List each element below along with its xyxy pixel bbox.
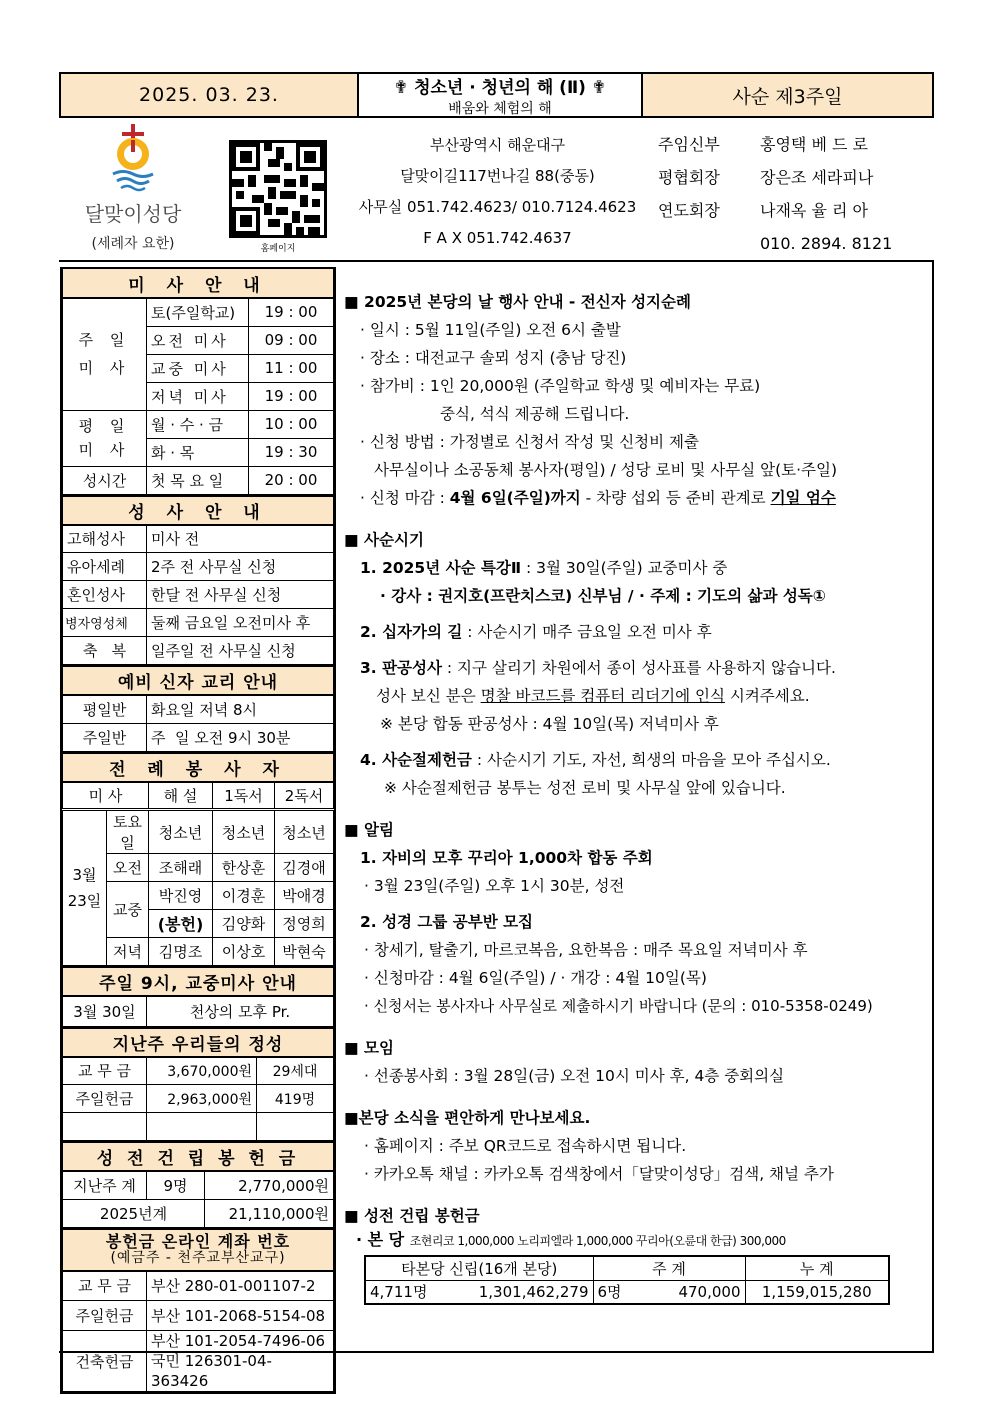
lent-item-title: 4. 사순절제헌금: [360, 751, 472, 769]
mass-time: 09 : 00: [249, 326, 334, 354]
parish-emblem-icon: [103, 124, 163, 192]
sacrament-name: 유아세례: [63, 553, 147, 581]
notices-column: [344, 288, 929, 1305]
deadline-label: · 신청 마감 :: [360, 489, 450, 507]
accounts-subtitle: (예금주 - 천주교부산교구): [110, 1249, 286, 1266]
commentator: 청소년: [149, 810, 213, 854]
offering-amount: 3,670,000원: [147, 1057, 257, 1085]
building-fund-table: [62, 1141, 334, 1228]
weekly-count: 6명: [593, 1280, 653, 1304]
account-name: 교 무 금: [63, 1271, 147, 1301]
lent-item-text: : 지구 살리기 차원에서 종이 성사표를 사용하지 않습니다.: [441, 659, 836, 677]
mass-time: 19 : 00: [249, 382, 334, 410]
lent-item: [344, 618, 929, 646]
event-line: · 일시 : 5월 11일(주일) 오전 6시 출발: [360, 321, 621, 339]
building-account-numbers: [147, 1331, 334, 1392]
staff-row: [658, 194, 918, 227]
sacrament-info: 둘째 금요일 오전미사 후: [147, 609, 334, 637]
parish-donors-list: 조현리코 1,000,000 노리피엘라 1,000,000 꾸리아(오륜대 한급) 300,000: [409, 1234, 786, 1248]
reader-1: 이경훈: [213, 882, 275, 910]
staff-role: [658, 227, 760, 260]
bank-accounts-table: [62, 1228, 334, 1393]
accounts-title: 봉헌금 온라인 계좌 번호: [105, 1231, 291, 1251]
mass-time: 19 : 00: [249, 298, 334, 326]
news-item-text: · 신청서는 봉사자나 사무실로 제출하시기 바랍니다 (문의 : 010-5358-0249): [364, 997, 873, 1015]
mass-name: 화 · 목: [147, 438, 249, 466]
address-line-1: 부산광역시 해운대구: [429, 136, 566, 154]
offering-table: [62, 1027, 334, 1142]
accounts-section-title: [63, 1229, 334, 1271]
divider-right: [932, 260, 934, 1353]
news-item-title: 2. 성경 그룹 공부반 모집: [360, 913, 534, 931]
account-number: 부산 101-2068-5154-08: [147, 1301, 334, 1331]
staff-phone: 010. 2894. 8121: [760, 234, 893, 253]
sacrament-name: 병자영성체: [63, 609, 147, 637]
column-header: 주 계: [593, 1256, 745, 1280]
bulletin-date: 2025. 03. 23.: [139, 84, 279, 106]
event-line: 사무실이나 소공동체 봉사자(평일) / 성당 로비 및 사무실 앞(토·주일): [374, 461, 838, 479]
weekly-amount: 470,000: [653, 1280, 745, 1304]
news-item-text: · 3월 23일(주일) 오후 1시 30분, 성전: [364, 877, 625, 895]
sacrament-name: 축 복: [63, 637, 147, 665]
class-time: 화요일 저녁 8시: [147, 695, 334, 723]
event-line: · 장소 : 대전교구 솔뫼 성지 (충남 당진): [360, 349, 627, 367]
theme-subtitle: 배움와 체험의 해: [448, 100, 552, 117]
lent-item-title: 2. 십자가의 길: [360, 623, 463, 641]
news-item-text: · 창세기, 탈출기, 마르코복음, 요한복음 : 매주 목요일 저녁미사 후: [364, 941, 808, 959]
sacraments-section-title: 성 사 안 내: [63, 496, 334, 525]
confession-schedule: ※ 본당 합동 판공성사 : 4월 10일(목) 저녁미사 후: [380, 715, 719, 733]
lent-offering-note: ※ 사순절제헌금 봉투는 성전 로비 및 사무실 앞에 있습니다.: [384, 779, 786, 797]
reader-2: 박현숙: [275, 938, 334, 966]
qr-caption: 홈페이지: [260, 244, 296, 254]
theme-title: ✟ 청소년 · 청년의 해 (Ⅱ) ✟: [393, 77, 607, 98]
mass-slot: 토요일: [107, 810, 149, 854]
staff-role: 연도회장: [658, 201, 720, 220]
staff-row: [658, 227, 918, 260]
online-text: · 카카오톡 채널 : 카카오톡 검색창에서「달맞이성당」검색, 채널 추가: [364, 1165, 834, 1183]
sacrament-info: 한달 전 사무실 신청: [147, 581, 334, 609]
news-item-title: 1. 자비의 모후 꾸리아 1,000차 합동 주회: [360, 849, 653, 867]
building-fund-heading: ■ 성전 건립 봉헌금: [344, 1207, 480, 1225]
offering-amount: 2,963,000원: [147, 1085, 257, 1113]
account-number: 부산 101-2054-7496-06: [151, 1332, 326, 1350]
parish-patron: (세례자 요한): [91, 236, 175, 252]
staff-name: 장은조 세라피나: [760, 168, 874, 187]
reader-1: 한상훈: [213, 854, 275, 882]
nine-mass-table: [62, 966, 334, 1027]
mass-name: 월 · 수 · 금: [147, 410, 249, 438]
staff-name: 홍영택 베 드 로: [760, 135, 868, 154]
homepage-qr-code[interactable]: [229, 140, 327, 238]
parish-staff: [658, 128, 918, 260]
confession-note: [344, 682, 929, 710]
event-heading: ■ 2025년 본당의 날 행사 안내 - 전신자 성지순례: [344, 293, 691, 311]
staff-row: [658, 161, 918, 194]
class-name: 주일반: [63, 723, 147, 751]
event-deadline: [344, 484, 929, 512]
commentator: 김명조: [149, 938, 213, 966]
reader-1: 이상호: [213, 938, 275, 966]
holy-hour-day: 첫 목 요 일: [147, 466, 249, 494]
online-heading: ■본당 소식을 편안하게 만나보세요.: [344, 1109, 591, 1127]
event-line: · 참가비 : 1인 20,000원 (주일학교 학생 및 예비자는 무료): [360, 377, 761, 395]
building-fund-summary-table: [364, 1255, 890, 1305]
staff-row: [658, 128, 918, 161]
lent-item: [344, 746, 929, 774]
lent-lecture-detail: · 강사 : 권지호(프란치스코) 신부님 / · 주제 : 기도의 삶과 성독①: [380, 587, 826, 605]
sacrament-info: 미사 전: [147, 525, 334, 553]
catechism-section-title: 예비 신자 교리 안내: [63, 666, 334, 695]
account-name: 건축헌금: [63, 1331, 147, 1392]
address-line-2: 달맞이길117번나길 88(중동): [400, 167, 595, 185]
header-band: [59, 72, 934, 118]
service-date: 3월 23일: [63, 810, 107, 966]
column-header: 해 설: [149, 782, 213, 810]
event-line: 중식, 석식 제공해 드립니다.: [440, 405, 630, 423]
mass-name: 토(주일학교): [147, 298, 249, 326]
column-header: 미 사: [63, 782, 149, 810]
confession-text: 시켜주세요.: [724, 687, 810, 705]
mass-name: 교중 미사: [147, 354, 249, 382]
mass-slot: 저녁: [107, 938, 149, 966]
offertory-label: (봉헌): [149, 910, 213, 938]
last-week-amount: 2,770,000원: [205, 1171, 334, 1199]
lent-item: [344, 554, 929, 582]
reader-2: 박애경: [275, 882, 334, 910]
year-theme: [357, 74, 643, 116]
offering-name: 교 무 금: [63, 1057, 147, 1085]
cumulative-amount: 1,159,015,280: [745, 1280, 889, 1304]
divider-top: [59, 260, 934, 262]
deadline-date: 4월 6일(주일)까지: [449, 489, 581, 507]
parish-name: 달맞이성당: [84, 202, 182, 226]
online-text: · 홈페이지 : 주보 QR코드로 접속하시면 됩니다.: [364, 1137, 687, 1155]
mass-name: 오전 미사: [147, 326, 249, 354]
nine-mass-section-title: 주일 9시, 교중미사 안내: [63, 967, 334, 996]
column-header: 1독서: [213, 782, 275, 810]
lent-heading: ■ 사순시기: [344, 531, 424, 549]
sacrament-name: 혼인성사: [63, 581, 147, 609]
qr-code-icon: [232, 143, 324, 235]
reader-1: 청소년: [213, 810, 275, 854]
mass-section-title: 미 사 안 내: [63, 269, 334, 298]
mass-slot: 교중: [107, 882, 149, 938]
sacrament-info: 일주일 전 사무실 신청: [147, 637, 334, 665]
deadline-emphasis: 기일 엄수: [770, 489, 836, 507]
sacrament-name: 고해성사: [63, 525, 147, 553]
parish-donors-label: · 본 당: [356, 1230, 410, 1249]
last-week-count: 9명: [147, 1171, 205, 1199]
sacraments-table: [62, 495, 334, 666]
deadline-note: - 차량 섭외 등 준비 관계로: [580, 489, 771, 507]
account-name: 주일헌금: [63, 1301, 147, 1331]
parish-address: [350, 130, 645, 254]
empty-cell: [257, 1113, 334, 1141]
year-total-amount: 21,110,000원: [205, 1199, 334, 1227]
meeting-heading: ■ 모임: [344, 1039, 394, 1057]
account-number: 국민 126301-04-363426: [151, 1352, 272, 1390]
staff-name: 나재옥 율 리 아: [760, 201, 868, 220]
empty-cell: [63, 1113, 147, 1141]
staff-role: 주임신부: [658, 135, 720, 154]
offering-name: 주일헌금: [63, 1085, 147, 1113]
last-week-label: 지난주 계: [63, 1171, 147, 1199]
liturgy-section-title: 전 례 봉 사 자: [63, 753, 334, 782]
nine-mass-date: 3월 30일: [63, 996, 147, 1026]
confession-text: 성사 보신 분은: [376, 687, 481, 705]
mass-time: 19 : 30: [249, 438, 334, 466]
offering-count: 419명: [257, 1085, 334, 1113]
nine-mass-group: 천상의 모후 Pr.: [147, 996, 334, 1026]
lent-item: [344, 654, 929, 682]
column-header: 타본당 신립(16개 본당): [365, 1256, 593, 1280]
account-number: 부산 280-01-001107-2: [147, 1271, 334, 1301]
liturgical-week: 사순 제3주일: [732, 85, 843, 108]
lent-item-text: : 사순시기 매주 금요일 오전 미사 후: [462, 623, 712, 641]
lent-item-text: : 3월 30일(주일) 교중미사 중: [521, 559, 728, 577]
other-parish-amount: 1,301,462,279: [457, 1280, 593, 1304]
sunday-mass-label: 주 일 미 사: [63, 298, 147, 410]
offertory-server: 정영희: [275, 910, 334, 938]
lent-item-text: : 사순시기 기도, 자선, 희생의 마음을 모아 주십시오.: [471, 751, 831, 769]
building-fund-section-title: 성 전 건 립 봉 헌 금: [63, 1142, 334, 1171]
info-sidebar: [60, 267, 336, 1394]
mass-time: 11 : 00: [249, 354, 334, 382]
commentator: 박진영: [149, 882, 213, 910]
offering-count: 29세대: [257, 1057, 334, 1085]
mass-schedule-table: [62, 269, 334, 495]
confession-emphasis: 명찰 바코드를 컴퓨터 리더기에 인식: [480, 687, 725, 705]
commentator: 조해래: [149, 854, 213, 882]
offertory-server: 김양화: [213, 910, 275, 938]
fax-number: F A X 051.742.4637: [423, 229, 572, 247]
lent-item-title: 1. 2025년 사순 특강Ⅱ: [360, 559, 522, 577]
reader-2: 청소년: [275, 810, 334, 854]
column-header: 누 계: [745, 1256, 889, 1280]
mass-slot: 오전: [107, 854, 149, 882]
empty-cell: [147, 1113, 257, 1141]
staff-role: 평협회장: [658, 168, 720, 187]
liturgy-servers-table: [62, 752, 334, 967]
catechism-table: [62, 665, 334, 752]
sacrament-info: 2주 전 사무실 신청: [147, 553, 334, 581]
mass-name: 저녁 미사: [147, 382, 249, 410]
reader-2: 김경애: [275, 854, 334, 882]
class-time: 주 일 오전 9시 30분: [147, 723, 334, 751]
offering-section-title: 지난주 우리들의 정성: [63, 1028, 334, 1057]
event-line: · 신청 방법 : 가정별로 신청서 작성 및 신청비 제출: [360, 433, 699, 451]
holy-hour-time: 20 : 00: [249, 466, 334, 494]
news-heading: ■ 알림: [344, 821, 394, 839]
news-item-text: · 신청마감 : 4월 6일(주일) / · 개강 : 4월 10일(목): [364, 969, 707, 987]
class-name: 평일반: [63, 695, 147, 723]
other-parish-count: 4,711명: [365, 1280, 457, 1304]
office-phone: 사무실 051.742.4623/ 010.7124.4623: [358, 198, 637, 216]
building-fund-donors: [344, 1230, 929, 1251]
parish-logo: [78, 124, 188, 252]
meeting-text: · 선종봉사회 : 3월 28일(금) 오전 10시 미사 후, 4층 중회의실: [364, 1067, 785, 1085]
year-total-label: 2025년계: [63, 1199, 205, 1227]
column-header: 2독서: [275, 782, 334, 810]
mass-time: 10 : 00: [249, 410, 334, 438]
lent-item-title: 3. 판공성사: [360, 659, 442, 677]
holy-hour-label: 성시간: [63, 466, 147, 494]
weekday-mass-label: 평 일 미 사: [63, 410, 147, 466]
